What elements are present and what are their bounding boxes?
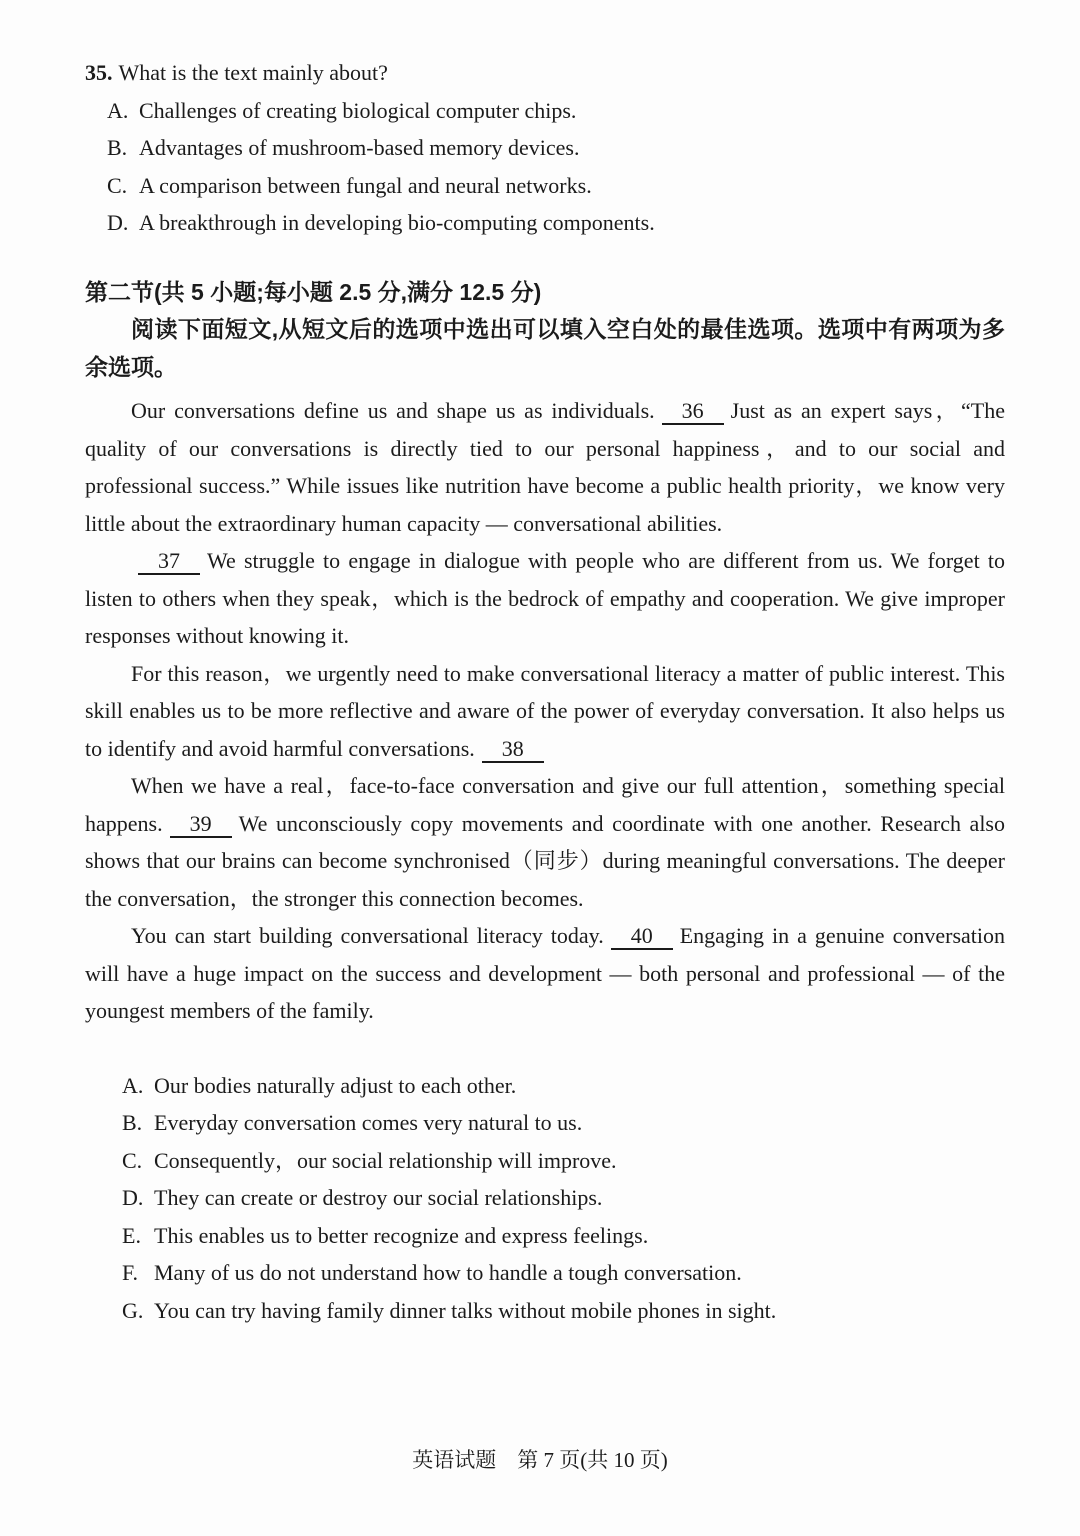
- choice-text: You can try having family dinner talks without mobile phones in sight.: [154, 1297, 777, 1323]
- question-number: 35.: [85, 60, 113, 85]
- choice-text: They can create or destroy our social relationships.: [154, 1185, 603, 1210]
- passage-paragraph-1: [85, 392, 1005, 542]
- option-text: A breakthrough in developing bio-computing components.: [139, 210, 655, 235]
- choice-letter: G.: [122, 1297, 144, 1323]
- option-text: Advantages of mushroom-based memory devices.: [139, 135, 580, 160]
- blank-38: [482, 737, 544, 763]
- passage-paragraph-4: [85, 767, 1005, 917]
- passage-text: When we have a real，face-to-face conversation and give our full attention，something special happens.: [85, 773, 1005, 836]
- blank-40: [611, 924, 673, 950]
- passage-text: Our conversations define us and shape us as individuals.: [131, 398, 655, 423]
- choice-letter: D.: [122, 1185, 144, 1210]
- passage-paragraph-5: [85, 917, 1005, 1030]
- choice-letter: E.: [122, 1222, 141, 1248]
- blank-number: 38: [501, 735, 524, 761]
- option-letter: C.: [107, 172, 128, 198]
- option-text: Challenges of creating biological computer chips.: [139, 97, 577, 123]
- choice-letter: F.: [122, 1260, 138, 1285]
- blank-36: [662, 399, 724, 425]
- choice-text: Everyday conversation comes very natural to us.: [154, 1110, 583, 1135]
- choice-c: [122, 1142, 1005, 1180]
- option-d: [107, 204, 1005, 242]
- section-2: [85, 274, 1005, 387]
- choice-text: Many of us do not understand how to handle a tough conversation.: [154, 1260, 742, 1285]
- blank-39: [170, 812, 232, 838]
- option-letter: A.: [107, 97, 129, 123]
- blank-number: 40: [630, 923, 653, 948]
- cloze-passage: [85, 392, 1005, 1030]
- option-b: [107, 129, 1005, 167]
- choice-e: [122, 1217, 1005, 1255]
- question-35-stem: [85, 54, 1005, 92]
- choice-b: [122, 1104, 1005, 1142]
- choice-text: Our bodies naturally adjust to each other.: [154, 1072, 517, 1098]
- passage-paragraph-3: [85, 655, 1005, 768]
- choice-letter: A.: [122, 1072, 144, 1098]
- blank-number: 36: [681, 398, 704, 423]
- option-letter: B.: [107, 135, 128, 160]
- choice-g: [122, 1292, 1005, 1330]
- passage-text: We unconsciously copy movements and coordinate with one another. Research also shows that our brains can become synchronised（同步）during meaningful conversations. The deeper the conversation，the stronger this connection becomes.: [85, 810, 1005, 911]
- passage-paragraph-2: [85, 542, 1005, 655]
- question-text: What is the text mainly about?: [118, 60, 388, 85]
- passage-text: We struggle to engage in dialogue with people who are different from us. We forget to listen to others when they speak，which is the bedrock of empathy and cooperation. We give improper responses without knowing it.: [85, 548, 1005, 648]
- option-c: [107, 167, 1005, 205]
- blank-number: 37: [158, 548, 180, 573]
- choice-letter: B.: [122, 1110, 143, 1135]
- question-35: [85, 54, 1005, 242]
- choice-d: [122, 1179, 1005, 1217]
- blank-number: 39: [189, 810, 212, 836]
- passage-text: Engaging in a genuine conversation will have a huge impact on the success and development — both personal and professional — of the youngest members of the family.: [85, 923, 1005, 1023]
- choices-list: [85, 1067, 1005, 1330]
- choice-f: [122, 1254, 1005, 1292]
- passage-text: You can start building conversational literacy today.: [131, 923, 604, 948]
- choice-text: Consequently，our social relationship will improve.: [154, 1147, 617, 1173]
- blank-37: [138, 549, 200, 575]
- section-instruction: 阅读下面短文,从短文后的选项中选出可以填入空白处的最佳选项。选项中有两项为多余选项。: [85, 316, 1005, 380]
- passage-text: For this reason，we urgently need to make conversational literacy a matter of public interest. This skill enables us to be more reflective and aware of the power of everyday conversation. It also helps us to identify and avoid harmful conversations.: [85, 660, 1005, 761]
- option-text: A comparison between fungal and neural networks.: [139, 172, 592, 198]
- option-a: [107, 92, 1005, 130]
- question-35-options: [85, 92, 1005, 242]
- passage-text: Just as an expert says，“The quality of our conversations is directly tied to our personal happiness，and to our social and professional success.” While issues like nutrition have become a public health priority，we know very little about the extraordinary human capacity — conversational abilities.: [85, 398, 1005, 536]
- choice-letter: C.: [122, 1147, 143, 1173]
- choice-text: This enables us to better recognize and express feelings.: [154, 1222, 649, 1248]
- choice-a: [122, 1067, 1005, 1105]
- page-footer: 英语试题 第 7 页(共 10 页): [412, 1448, 668, 1472]
- section-header: 第二节(共 5 小题;每小题 2.5 分,满分 12.5 分): [85, 278, 542, 305]
- option-letter: D.: [107, 210, 129, 235]
